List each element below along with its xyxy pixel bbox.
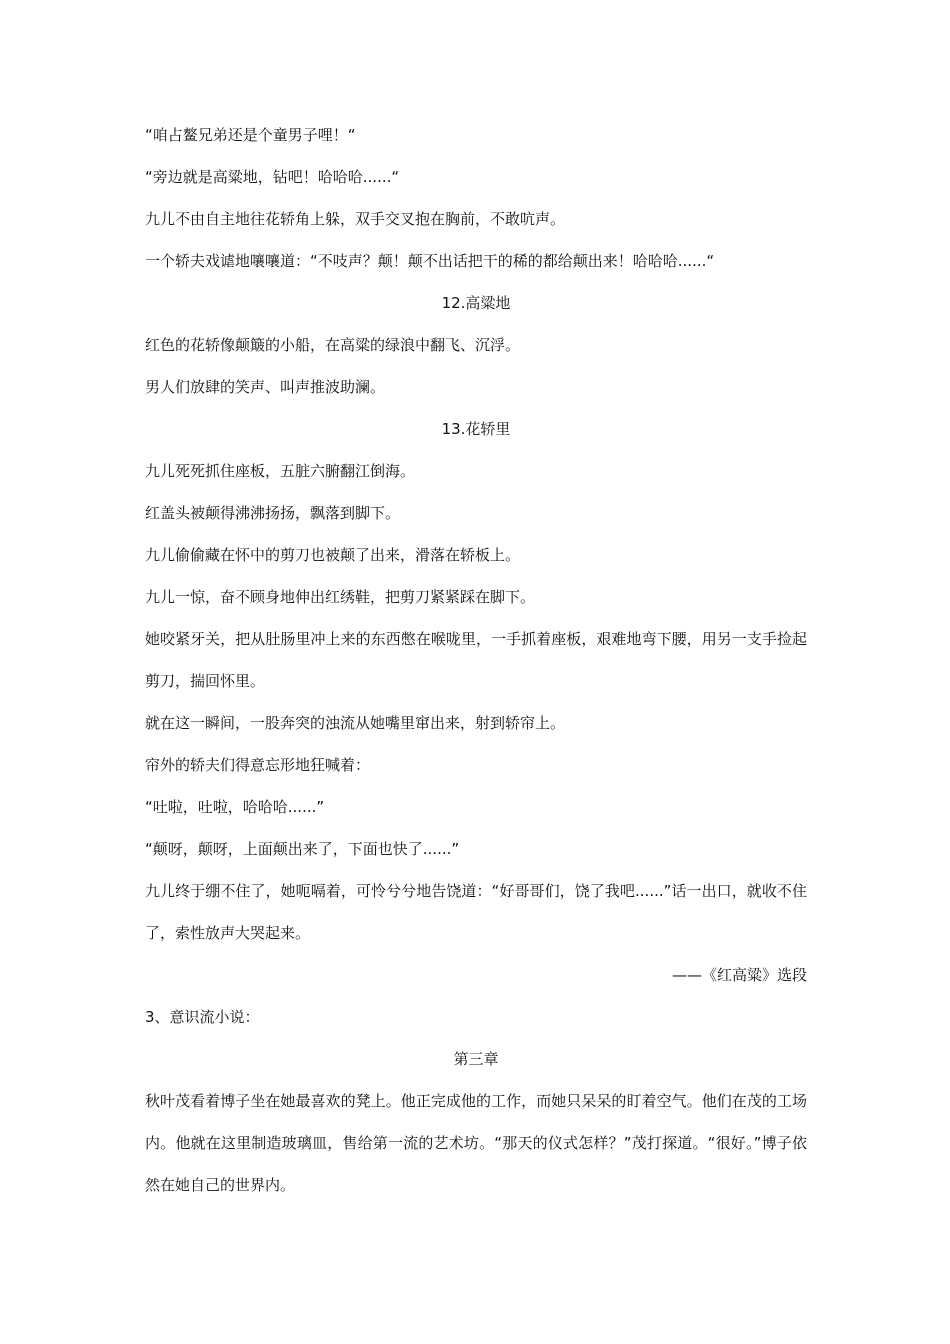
- paragraph-jiuer-hides: 九儿不由自主地往花轿角上躲，双手交叉抱在胸前，不敢吭声。: [145, 210, 566, 228]
- paragraph-dialogue-4: “颠呀，颠呀，上面颠出来了，下面也快了......”: [145, 840, 460, 858]
- paragraph-dialogue-2: “旁边就是高粱地，钻吧！哈哈哈......“: [145, 168, 400, 186]
- paragraph-porters-shout: 帘外的轿夫们得意忘形地狂喊着：: [145, 756, 371, 774]
- paragraph-stream-of-consciousness: 秋叶茂看着博子坐在她最喜欢的凳上。他正完成他的工作，而她只呆呆的盯着空气。他们在茂的工场内。他就在这里制造玻璃皿，售给第一流的艺术坊。“那天的仪式怎样？”茂打探道。“很好。”博子依然在她自己的世界内。: [145, 1092, 807, 1194]
- paragraph-dialogue-1: “咱占鳌兄弟还是个童男子哩！“: [145, 126, 356, 144]
- scene-heading-13: 13.花轿里: [441, 420, 511, 438]
- paragraph-men-laughter: 男人们放肆的笑声、叫声推波助澜。: [145, 378, 386, 396]
- section-heading-3: 3、意识流小说：: [145, 1008, 260, 1026]
- paragraph-jiuer-cries: 九儿终于绷不住了，她呃嗝着，可怜兮兮地告饶道：“好哥哥们，饶了我吧......”话一出口，就收不住了，索性放声大哭起来。: [145, 882, 807, 942]
- paragraph-red-veil: 红盖头被颠得沸沸扬扬，飘落到脚下。: [145, 504, 401, 522]
- paragraph-scissors-fall: 九儿偷偷藏在怀中的剪刀也被颠了出来，滑落在轿板上。: [145, 546, 521, 564]
- document-body: [145, 114, 807, 1206]
- paragraph-dialogue-3: “吐啦，吐啦，哈哈哈......”: [145, 798, 325, 816]
- paragraph-grabs-seat: 九儿死死抓住座板，五脏六腑翻江倒海。: [145, 462, 416, 480]
- paragraph-picks-scissors: 她咬紧牙关，把从肚肠里冲上来的东西憋在喉咙里，一手抓着座板，艰难地弯下腰，用另一支手捡起剪刀，揣回怀里。: [145, 630, 807, 690]
- chapter-heading: 第三章: [453, 1050, 499, 1068]
- paragraph-porter-jokes: 一个轿夫戏谑地嚷嚷道：“不吱声？颠！颠不出话把干的稀的都给颠出来！哈哈哈......“: [145, 252, 715, 270]
- paragraph-sedan-boat: 红色的花轿像颠簸的小船，在高粱的绿浪中翻飞、沉浮。: [145, 336, 521, 354]
- paragraph-vomits: 就在这一瞬间，一股奔突的浊流从她嘴里窜出来，射到轿帘上。: [145, 714, 566, 732]
- source-attribution: ——《红高粱》选段: [671, 966, 807, 984]
- paragraph-steps-on-scissors: 九儿一惊，奋不顾身地伸出红绣鞋，把剪刀紧紧踩在脚下。: [145, 588, 536, 606]
- scene-heading-12: 12.高粱地: [441, 294, 511, 312]
